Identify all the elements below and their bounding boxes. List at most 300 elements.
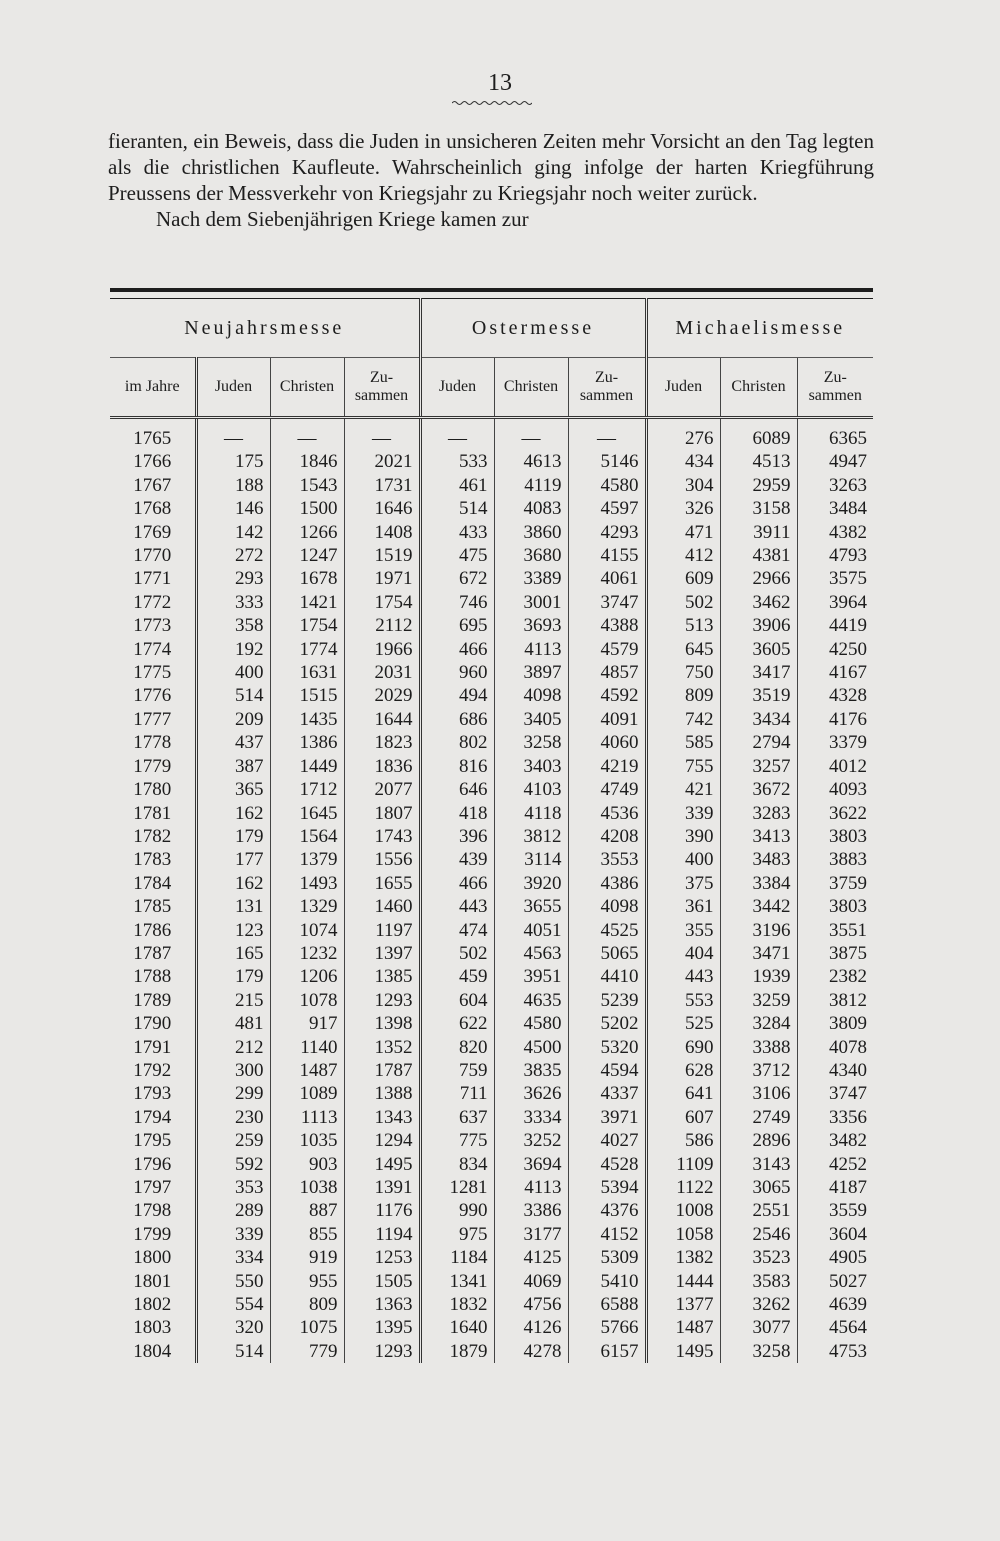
- value-cell: 5309: [568, 1246, 646, 1269]
- value-cell: 641: [646, 1082, 720, 1105]
- value-cell: 3759: [797, 872, 873, 895]
- value-cell: 553: [646, 989, 720, 1012]
- value-cell: 3605: [720, 638, 797, 661]
- table-row: [110, 708, 873, 731]
- value-cell: 695: [420, 614, 494, 637]
- value-cell: 3106: [720, 1082, 797, 1105]
- value-cell: 412: [646, 544, 720, 567]
- table-row: [110, 778, 873, 801]
- value-cell: 3143: [720, 1153, 797, 1176]
- value-cell: 3403: [494, 755, 568, 778]
- value-cell: 809: [646, 684, 720, 707]
- value-cell: 672: [420, 567, 494, 590]
- value-cell: 2959: [720, 474, 797, 497]
- value-cell: 387: [196, 755, 270, 778]
- value-cell: 855: [270, 1223, 344, 1246]
- value-cell: 1640: [420, 1316, 494, 1339]
- year-cell: 1770: [133, 545, 172, 567]
- value-cell: 514: [196, 684, 270, 707]
- value-cell: 4069: [494, 1270, 568, 1293]
- value-cell: 1678: [270, 567, 344, 590]
- year-cell: 1795: [133, 1130, 172, 1152]
- table-row: [110, 614, 873, 637]
- value-cell: 4592: [568, 684, 646, 707]
- table-row: [110, 1059, 873, 1082]
- fair-attendance-table: [110, 288, 873, 1363]
- value-cell: 339: [646, 802, 720, 825]
- value-cell: 2112: [344, 614, 420, 637]
- value-cell: 5766: [568, 1316, 646, 1339]
- value-cell: 1807: [344, 802, 420, 825]
- value-cell: 334: [196, 1246, 270, 1269]
- value-cell: 358: [196, 614, 270, 637]
- value-cell: 1293: [344, 1340, 420, 1363]
- value-cell: 353: [196, 1176, 270, 1199]
- value-cell: 1754: [344, 591, 420, 614]
- value-cell: 2021: [344, 450, 420, 473]
- value-cell: 3680: [494, 544, 568, 567]
- value-cell: 5065: [568, 942, 646, 965]
- value-cell: 1395: [344, 1316, 420, 1339]
- value-cell: 4176: [797, 708, 873, 731]
- value-cell: 4187: [797, 1176, 873, 1199]
- value-cell: 434: [646, 450, 720, 473]
- value-cell: 433: [420, 521, 494, 544]
- value-cell: 3356: [797, 1106, 873, 1129]
- value-cell: 333: [196, 591, 270, 614]
- table-row: [110, 755, 873, 778]
- value-cell: 525: [646, 1012, 720, 1035]
- value-cell: 746: [420, 591, 494, 614]
- value-cell: 622: [420, 1012, 494, 1035]
- value-cell: 917: [270, 1012, 344, 1035]
- value-cell: 1391: [344, 1176, 420, 1199]
- value-cell: 165: [196, 942, 270, 965]
- value-cell: 326: [646, 497, 720, 520]
- value-cell: 1113: [270, 1106, 344, 1129]
- value-cell: 1823: [344, 731, 420, 754]
- year-cell: 1778: [133, 732, 172, 754]
- value-cell: 355: [646, 919, 720, 942]
- year-cell: 1802: [133, 1294, 172, 1316]
- value-cell: 4078: [797, 1036, 873, 1059]
- value-cell: 6365: [797, 427, 873, 450]
- intro-text: [108, 128, 874, 232]
- value-cell: 179: [196, 965, 270, 988]
- value-cell: 3405: [494, 708, 568, 731]
- value-cell: 481: [196, 1012, 270, 1035]
- table-row: [110, 1340, 873, 1363]
- value-cell: 502: [420, 942, 494, 965]
- table-row: [110, 474, 873, 497]
- year-cell: 1776: [133, 685, 172, 707]
- value-cell: 2551: [720, 1199, 797, 1222]
- table-row: [110, 1270, 873, 1293]
- value-cell: 400: [196, 661, 270, 684]
- table-row: [110, 1223, 873, 1246]
- table-row: [110, 638, 873, 661]
- value-cell: 2794: [720, 731, 797, 754]
- value-cell: 3809: [797, 1012, 873, 1035]
- col-header-zusammen: Zu-sammen: [568, 358, 646, 418]
- year-cell: 1800: [133, 1247, 172, 1269]
- value-cell: 5394: [568, 1176, 646, 1199]
- value-cell: 299: [196, 1082, 270, 1105]
- value-cell: 3484: [797, 497, 873, 520]
- value-cell: 1754: [270, 614, 344, 637]
- value-cell: 4580: [568, 474, 646, 497]
- value-cell: 1787: [344, 1059, 420, 1082]
- value-cell: 4419: [797, 614, 873, 637]
- value-cell: 3388: [720, 1036, 797, 1059]
- value-cell: 230: [196, 1106, 270, 1129]
- value-cell: 1197: [344, 919, 420, 942]
- table-row: [110, 1293, 873, 1316]
- year-cell: 1799: [133, 1223, 172, 1245]
- value-cell: 276: [646, 427, 720, 450]
- col-header-zusammen: Zu-sammen: [344, 358, 420, 418]
- value-cell: 1646: [344, 497, 420, 520]
- year-cell: 1804: [133, 1340, 172, 1362]
- year-cell: 1768: [133, 498, 172, 520]
- value-cell: 4328: [797, 684, 873, 707]
- year-cell: 1782: [133, 825, 172, 847]
- value-cell: 4167: [797, 661, 873, 684]
- year-cell: 1774: [133, 638, 172, 660]
- value-cell: 1385: [344, 965, 420, 988]
- value-cell: 4208: [568, 825, 646, 848]
- value-cell: 3672: [720, 778, 797, 801]
- value-cell: 1495: [344, 1153, 420, 1176]
- value-cell: 3334: [494, 1106, 568, 1129]
- value-cell: 272: [196, 544, 270, 567]
- value-cell: 750: [646, 661, 720, 684]
- value-cell: 4252: [797, 1153, 873, 1176]
- value-cell: 5320: [568, 1036, 646, 1059]
- value-cell: 3812: [494, 825, 568, 848]
- value-cell: 1487: [646, 1316, 720, 1339]
- value-cell: 533: [420, 450, 494, 473]
- value-cell: —: [568, 427, 646, 450]
- value-cell: 475: [420, 544, 494, 567]
- table-row: [110, 497, 873, 520]
- year-header: im Jahre: [110, 358, 196, 418]
- table-row: [110, 731, 873, 754]
- value-cell: 6588: [568, 1293, 646, 1316]
- value-cell: 4278: [494, 1340, 568, 1363]
- value-cell: 4756: [494, 1293, 568, 1316]
- page-number: 13: [488, 70, 512, 96]
- value-cell: 289: [196, 1199, 270, 1222]
- value-cell: 3604: [797, 1223, 873, 1246]
- table-row: [110, 427, 873, 450]
- value-cell: 3860: [494, 521, 568, 544]
- value-cell: 3258: [720, 1340, 797, 1363]
- value-cell: 3471: [720, 942, 797, 965]
- value-cell: 1377: [646, 1293, 720, 1316]
- value-cell: 1388: [344, 1082, 420, 1105]
- value-cell: 2382: [797, 965, 873, 988]
- value-cell: 2896: [720, 1129, 797, 1152]
- value-cell: 320: [196, 1316, 270, 1339]
- year-cell: 1784: [133, 872, 172, 894]
- intro-paragraph-1: fieranten, ein Beweis, dass die Juden in unsicheren Zeiten mehr Vorsicht an den Tag legten als die christlichen Kaufleute. Wahrscheinlich ging infolge der harten Kriegführung Preussens der Messverkehr von Kriegsjahr zu Kriegsjahr noch weiter zurück.: [108, 129, 874, 205]
- value-cell: 586: [646, 1129, 720, 1152]
- value-cell: 1398: [344, 1012, 420, 1035]
- value-cell: 4564: [797, 1316, 873, 1339]
- value-cell: 802: [420, 731, 494, 754]
- value-cell: 1075: [270, 1316, 344, 1339]
- table-row: [110, 684, 873, 707]
- group-header-ostermesse: Ostermesse: [420, 299, 646, 358]
- value-cell: 418: [420, 802, 494, 825]
- value-cell: 1435: [270, 708, 344, 731]
- value-cell: 1644: [344, 708, 420, 731]
- value-cell: 215: [196, 989, 270, 1012]
- value-cell: 293: [196, 567, 270, 590]
- group-header-neujahrsmesse: Neujahrsmesse: [110, 299, 420, 358]
- value-cell: 179: [196, 825, 270, 848]
- value-cell: 4905: [797, 1246, 873, 1269]
- table-row: [110, 825, 873, 848]
- value-cell: 3883: [797, 848, 873, 871]
- value-cell: 637: [420, 1106, 494, 1129]
- value-cell: 4061: [568, 567, 646, 590]
- value-cell: 514: [196, 1340, 270, 1363]
- value-cell: 3389: [494, 567, 568, 590]
- value-cell: 607: [646, 1106, 720, 1129]
- value-cell: 3413: [720, 825, 797, 848]
- value-cell: 1078: [270, 989, 344, 1012]
- year-cell: 1792: [133, 1059, 172, 1081]
- value-cell: 404: [646, 942, 720, 965]
- value-cell: 554: [196, 1293, 270, 1316]
- value-cell: 686: [420, 708, 494, 731]
- value-cell: 459: [420, 965, 494, 988]
- value-cell: 5410: [568, 1270, 646, 1293]
- value-cell: 361: [646, 895, 720, 918]
- value-cell: 4103: [494, 778, 568, 801]
- value-cell: 3655: [494, 895, 568, 918]
- value-cell: 439: [420, 848, 494, 871]
- value-cell: 4098: [568, 895, 646, 918]
- value-cell: 2546: [720, 1223, 797, 1246]
- value-cell: 4250: [797, 638, 873, 661]
- table-row: [110, 965, 873, 988]
- year-cell: 1769: [133, 521, 172, 543]
- value-cell: 4594: [568, 1059, 646, 1082]
- value-cell: 3812: [797, 989, 873, 1012]
- value-cell: 550: [196, 1270, 270, 1293]
- value-cell: 820: [420, 1036, 494, 1059]
- value-cell: 1281: [420, 1176, 494, 1199]
- value-cell: 711: [420, 1082, 494, 1105]
- value-cell: 1363: [344, 1293, 420, 1316]
- value-cell: 3694: [494, 1153, 568, 1176]
- value-cell: 1089: [270, 1082, 344, 1105]
- value-cell: 146: [196, 497, 270, 520]
- value-cell: 3897: [494, 661, 568, 684]
- value-cell: 4093: [797, 778, 873, 801]
- value-cell: —: [196, 427, 270, 450]
- value-cell: 3196: [720, 919, 797, 942]
- value-cell: 919: [270, 1246, 344, 1269]
- year-cell: 1796: [133, 1153, 172, 1175]
- year-cell: 1789: [133, 989, 172, 1011]
- year-cell: 1781: [133, 802, 172, 824]
- value-cell: 4580: [494, 1012, 568, 1035]
- year-cell: 1765: [133, 428, 172, 449]
- value-cell: 3384: [720, 872, 797, 895]
- value-cell: 390: [646, 825, 720, 848]
- value-cell: 1493: [270, 872, 344, 895]
- value-cell: 3964: [797, 591, 873, 614]
- value-cell: 3177: [494, 1223, 568, 1246]
- value-cell: 3622: [797, 802, 873, 825]
- value-cell: 585: [646, 731, 720, 754]
- value-cell: 1293: [344, 989, 420, 1012]
- year-cell: 1779: [133, 755, 172, 777]
- value-cell: 1712: [270, 778, 344, 801]
- value-cell: 1543: [270, 474, 344, 497]
- value-cell: 461: [420, 474, 494, 497]
- value-cell: 3442: [720, 895, 797, 918]
- value-cell: 443: [420, 895, 494, 918]
- value-cell: 4613: [494, 450, 568, 473]
- value-cell: 4753: [797, 1340, 873, 1363]
- value-cell: 4382: [797, 521, 873, 544]
- value-cell: 3920: [494, 872, 568, 895]
- value-cell: 3257: [720, 755, 797, 778]
- value-cell: 1232: [270, 942, 344, 965]
- value-cell: 6089: [720, 427, 797, 450]
- value-cell: 3434: [720, 708, 797, 731]
- value-cell: 1444: [646, 1270, 720, 1293]
- value-cell: 1564: [270, 825, 344, 848]
- value-cell: 3379: [797, 731, 873, 754]
- value-cell: 3252: [494, 1129, 568, 1152]
- value-cell: 3001: [494, 591, 568, 614]
- value-cell: 1731: [344, 474, 420, 497]
- value-cell: 1449: [270, 755, 344, 778]
- value-cell: 3803: [797, 825, 873, 848]
- value-cell: 2029: [344, 684, 420, 707]
- value-cell: 142: [196, 521, 270, 544]
- value-cell: 1341: [420, 1270, 494, 1293]
- year-cell: 1790: [133, 1013, 172, 1035]
- value-cell: 4155: [568, 544, 646, 567]
- value-cell: 809: [270, 1293, 344, 1316]
- value-cell: 175: [196, 450, 270, 473]
- year-cell: 1791: [133, 1036, 172, 1058]
- value-cell: 955: [270, 1270, 344, 1293]
- value-cell: 1655: [344, 872, 420, 895]
- value-cell: 1879: [420, 1340, 494, 1363]
- value-cell: 1194: [344, 1223, 420, 1246]
- value-cell: 779: [270, 1340, 344, 1363]
- value-cell: 3259: [720, 989, 797, 1012]
- value-cell: 4525: [568, 919, 646, 942]
- year-cell: 1788: [133, 966, 172, 988]
- value-cell: 1645: [270, 802, 344, 825]
- value-cell: 162: [196, 802, 270, 825]
- value-cell: 4118: [494, 802, 568, 825]
- year-cell: 1785: [133, 896, 172, 918]
- value-cell: 4060: [568, 731, 646, 754]
- year-cell: 1771: [133, 568, 172, 590]
- value-cell: 1408: [344, 521, 420, 544]
- value-cell: 177: [196, 848, 270, 871]
- value-cell: 3553: [568, 848, 646, 871]
- value-cell: 3283: [720, 802, 797, 825]
- value-cell: 3835: [494, 1059, 568, 1082]
- value-cell: 4152: [568, 1223, 646, 1246]
- value-cell: 471: [646, 521, 720, 544]
- value-cell: 1008: [646, 1199, 720, 1222]
- value-cell: 466: [420, 872, 494, 895]
- value-cell: 960: [420, 661, 494, 684]
- year-cell: 1772: [133, 591, 172, 613]
- value-cell: 5239: [568, 989, 646, 1012]
- value-cell: —: [494, 427, 568, 450]
- value-cell: 3911: [720, 521, 797, 544]
- value-cell: 5027: [797, 1270, 873, 1293]
- value-cell: 1836: [344, 755, 420, 778]
- value-cell: 903: [270, 1153, 344, 1176]
- value-cell: 2031: [344, 661, 420, 684]
- value-cell: 1386: [270, 731, 344, 754]
- col-header-juden: Juden: [196, 358, 270, 418]
- value-cell: 513: [646, 614, 720, 637]
- value-cell: 1397: [344, 942, 420, 965]
- value-cell: 2077: [344, 778, 420, 801]
- value-cell: 4536: [568, 802, 646, 825]
- value-cell: 4219: [568, 755, 646, 778]
- value-cell: 4126: [494, 1316, 568, 1339]
- value-cell: 4500: [494, 1036, 568, 1059]
- value-cell: 3559: [797, 1199, 873, 1222]
- value-cell: 3551: [797, 919, 873, 942]
- value-cell: 131: [196, 895, 270, 918]
- value-cell: 4337: [568, 1082, 646, 1105]
- value-cell: 887: [270, 1199, 344, 1222]
- table-row: [110, 450, 873, 473]
- value-cell: 1846: [270, 450, 344, 473]
- value-cell: 300: [196, 1059, 270, 1082]
- value-cell: 4119: [494, 474, 568, 497]
- value-cell: 4635: [494, 989, 568, 1012]
- value-cell: 742: [646, 708, 720, 731]
- value-cell: 3482: [797, 1129, 873, 1152]
- year-cell: 1801: [133, 1270, 172, 1292]
- value-cell: 1515: [270, 684, 344, 707]
- table-row: [110, 1246, 873, 1269]
- value-cell: 1343: [344, 1106, 420, 1129]
- value-cell: 3906: [720, 614, 797, 637]
- value-cell: 4113: [494, 638, 568, 661]
- value-cell: 4027: [568, 1129, 646, 1152]
- value-cell: 1038: [270, 1176, 344, 1199]
- value-cell: 259: [196, 1129, 270, 1152]
- value-cell: 1058: [646, 1223, 720, 1246]
- value-cell: 975: [420, 1223, 494, 1246]
- value-cell: 4388: [568, 614, 646, 637]
- value-cell: 494: [420, 684, 494, 707]
- value-cell: 3386: [494, 1199, 568, 1222]
- value-cell: 396: [420, 825, 494, 848]
- value-cell: 3158: [720, 497, 797, 520]
- value-cell: 212: [196, 1036, 270, 1059]
